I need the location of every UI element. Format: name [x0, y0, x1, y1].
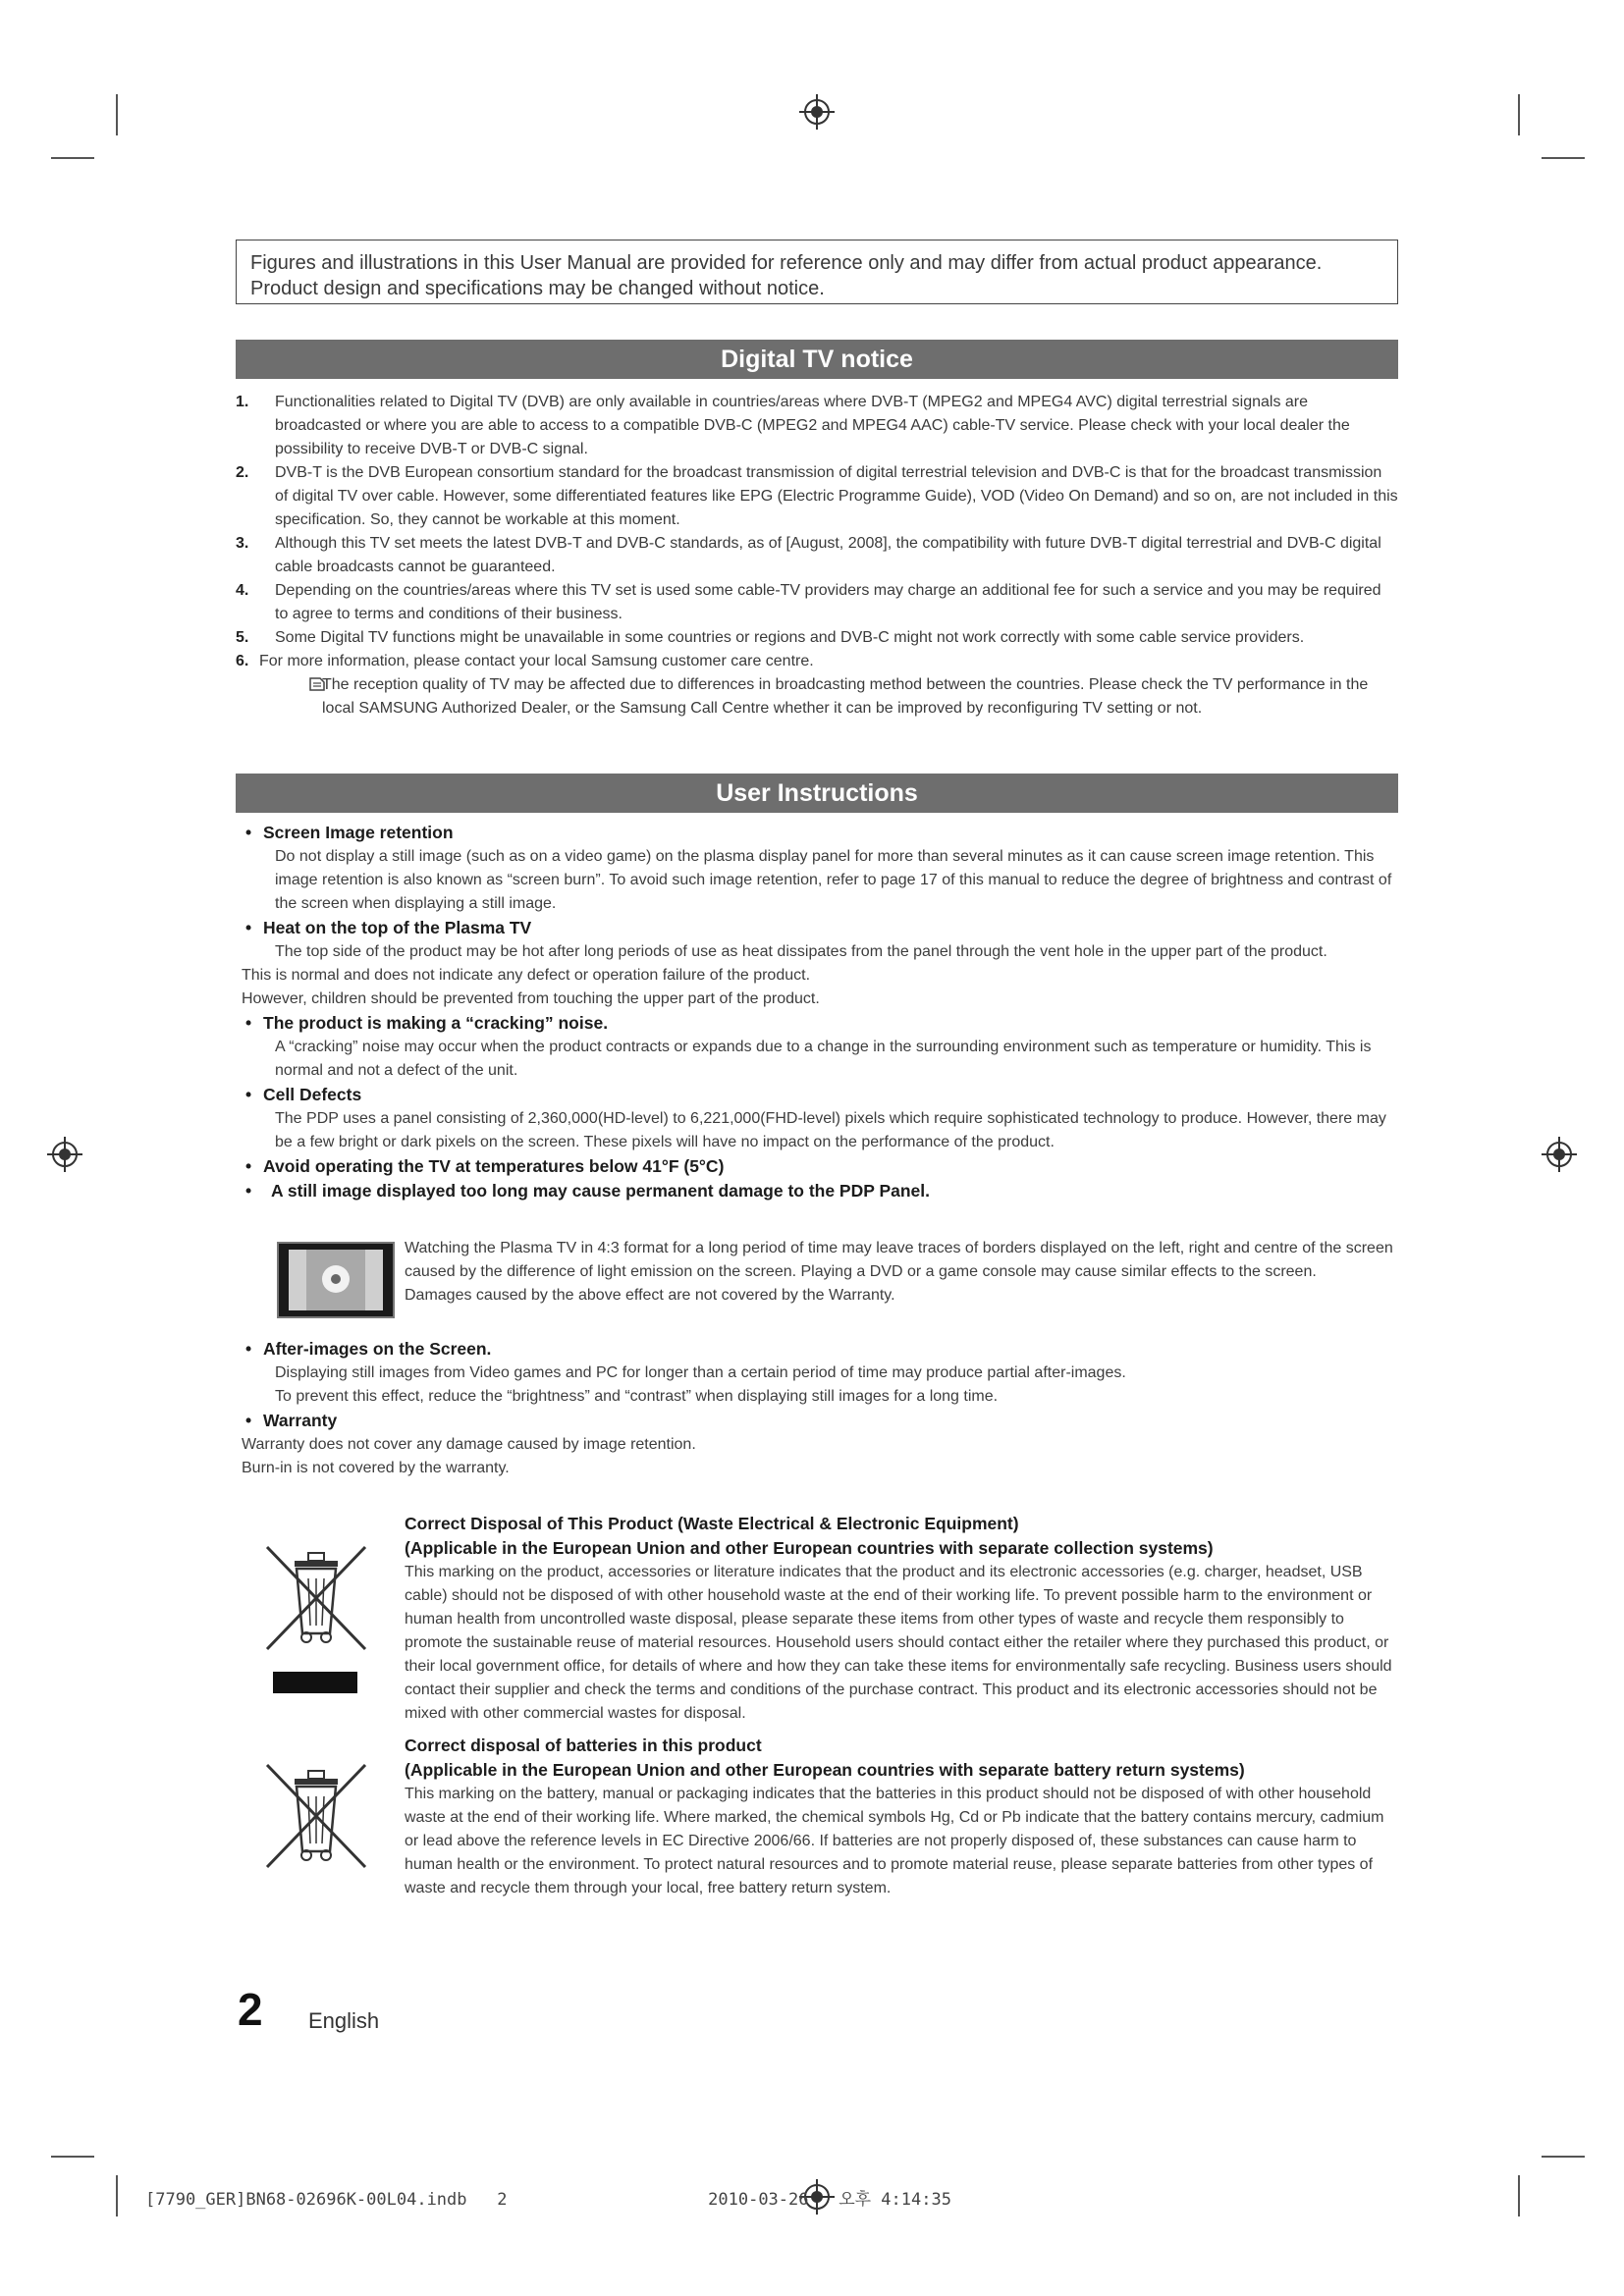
- list-item: 3. Although this TV set meets the latest DVB-T and DVB-C standards, as of [August, 2008], the compatibility with future DVB-T digital terrestrial and DVB-C digital cable broadcasts cannot be guaranteed.: [236, 535, 1381, 575]
- user-instructions-heading: User Instructions: [236, 774, 1398, 813]
- crop-mark-top-right-h: [1542, 157, 1585, 159]
- list-item: 1. Functionalities related to Digital TV (DVB) are only available in countries/areas where DVB-T (MPEG2 and MPEG4 AVC) digital terrestrial signals are broadcasted or where you are able to access to a compatible DVB-C (MPEG2 and MPEG4 AAC) cable-TV service. Please check with your local dealer the possibility to receive DVB-T or DVB-C signal.: [236, 394, 1350, 457]
- registration-mark-icon: [1542, 1137, 1577, 1172]
- list-item: 6. For more information, please contact your local Samsung customer care centre.: [236, 653, 814, 669]
- page-number: 2: [238, 1984, 263, 2035]
- weee-body: This marking on the product, accessories or literature indicates that the product and its electronic accessories (e.g. charger, headset, USB cable) should not be disposed of with other household waste at the end of their working life. To prevent possible harm to the environment or human health from uncontrolled waste disposal, please separate these items from other types of waste and recycle them responsibly to promote the sustainable reuse of material resources. Household users should contact either the retailer where they purchased this product, or their local government office, for details of where and how they can take these items for environmentally safe recycling. Business users should contact their supplier and check the terms and conditions of the purchase contract. This product and its electronic accessories should not be mixed with other commercial wastes for disposal.: [405, 1564, 1392, 1722]
- still-image-heading: • A still image displayed too long may cause permanent damage to the PDP Panel.: [242, 1179, 1400, 1203]
- after-images-section: [242, 1337, 1400, 1480]
- after-images-heading: • After-images on the Screen.: [242, 1337, 1400, 1362]
- disclaimer-box: [236, 240, 1398, 304]
- crop-mark-bottom-right: [1518, 2175, 1520, 2216]
- weee-heading-1: Correct Disposal of This Product (Waste Electrical & Electronic Equipment): [405, 1514, 1019, 1533]
- pdp-panel-illustration: [277, 1242, 395, 1318]
- list-item: 4. Depending on the countries/areas where this TV set is used some cable-TV providers may charge an additional fee for such a service and you may be required to agree to terms and conditions of their business.: [236, 582, 1381, 622]
- disclaimer-line-1: Figures and illustrations in this User Manual are provided for reference only and may differ from actual product appearance.: [250, 252, 1323, 274]
- registration-mark-icon: [799, 94, 835, 130]
- avoid-temperature-heading: • Avoid operating the TV at temperatures below 41°F (5°C): [242, 1154, 1400, 1179]
- note-item: [236, 673, 1398, 721]
- list-item: 2. DVB-T is the DVB European consortium standard for the broadcast transmission of digital terrestrial television and DVB-C is that for the broadcast transmission of digital TV over cable. However, some differentiated features like EPG (Electric Programme Guide), VOD (Video On Demand) and so on, are not included in this specification. So, they cannot be workable at this moment.: [236, 464, 1398, 528]
- screen-retention-heading: • Screen Image retention: [242, 821, 1400, 845]
- still-image-text: [405, 1237, 1398, 1308]
- registration-mark-icon: [47, 1137, 82, 1172]
- after-images-body-1: Displaying still images from Video games and PC for longer than a certain period of time may produce partial after-images.: [275, 1364, 1126, 1381]
- crop-mark-top-left-h: [51, 157, 94, 159]
- page-language: English: [308, 2008, 380, 2033]
- digital-tv-notice-heading: Digital TV notice: [236, 340, 1398, 379]
- cell-defects-heading: • Cell Defects: [242, 1083, 1400, 1107]
- reception-note: The reception quality of TV may be affected due to differences in broadcasting method between the countries. Please check the TV performance in the local SAMSUNG Authorized Dealer, or the Samsung Call Centre whether it can be improved by reconfiguring TV setting or not.: [236, 673, 1392, 721]
- crop-mark-bottom-left: [116, 2175, 118, 2216]
- battery-heading-1: Correct disposal of batteries in this product: [405, 1735, 762, 1755]
- heat-body: The top side of the product may be hot after long periods of use as heat dissipates from the panel through the vent hole in the upper part of the product.: [275, 943, 1327, 960]
- after-images-body-2: To prevent this effect, reduce the “brightness” and “contrast” when displaying still images for a long time.: [275, 1388, 999, 1405]
- battery-disposal-text: [405, 1734, 1398, 1900]
- weee-black-bar: [273, 1672, 357, 1693]
- cracking-body: A “cracking” noise may occur when the product contracts or expands due to a change in the surrounding environment such as temperature or humidity. This is normal and not a defect of the unit.: [275, 1039, 1372, 1079]
- panel-screen: [289, 1250, 383, 1310]
- crop-mark-top-left: [116, 94, 118, 135]
- crossed-out-bin-icon: [261, 1539, 371, 1655]
- crop-mark-top-right: [1518, 94, 1520, 135]
- screen-retention-body: Do not display a still image (such as on a video game) on the plasma display panel for more than several minutes as it can cause screen image retention. This image retention is also known as “screen burn”. To avoid such image retention, refer to page 17 of this manual to reduce the degree of brightness and contrast of the screen when displaying a still image.: [275, 848, 1392, 912]
- cracking-heading: • The product is making a “cracking” noise.: [242, 1011, 1400, 1036]
- heat-extra-2: However, children should be prevented from touching the upper part of the product.: [242, 990, 820, 1007]
- disclaimer-line-2: Product design and specifications may be changed without notice.: [250, 278, 825, 299]
- digital-tv-notice-list: [236, 391, 1398, 721]
- warranty-heading: • Warranty: [242, 1409, 1400, 1433]
- heat-heading: • Heat on the top of the Plasma TV: [242, 916, 1400, 940]
- heat-extra-1: This is normal and does not indicate any defect or operation failure of the product.: [242, 967, 811, 984]
- user-instructions-section: [242, 821, 1400, 1203]
- cell-defects-body: The PDP uses a panel consisting of 2,360,000(HD-level) to 6,221,000(FHD-level) pixels which require sophisticated technology to produce. However, there may be a few bright or dark pixels on the screen. These pixels will have no impact on the performance of the product.: [275, 1110, 1386, 1150]
- warranty-body-2: Burn-in is not covered by the warranty.: [242, 1460, 510, 1476]
- battery-body: This marking on the battery, manual or packaging indicates that the batteries in this product should not be disposed of with other household waste at the end of their working life. Where marked, the chemical symbols Hg, Cd or Pb indicate that the battery contains mercury, cadmium or lead above the reference levels in EC Directive 2006/66. If batteries are not properly disposed of, these substances can cause harm to human health or the environment. To protect natural resources and to promote material reuse, please separate batteries from other types of waste and recycle them through your local, free battery return system.: [405, 1786, 1384, 1896]
- note-icon: [308, 675, 326, 693]
- print-slug: [7790_GER]BN68-02696K-00L04.indb 2 2010-03-26 오후 4:14:35: [145, 2190, 951, 2210]
- weee-heading-2: (Applicable in the European Union and other European countries with separate collection systems): [405, 1538, 1214, 1558]
- crop-mark-bottom-left-h: [51, 2156, 94, 2158]
- still-image-body: Watching the Plasma TV in 4:3 format for a long period of time may leave traces of borders displayed on the left, right and centre of the screen caused by the difference of light emission on the screen. Playing a DVD or a game console may cause similar effects to the screen.: [405, 1240, 1393, 1280]
- still-image-extra: Damages caused by the above effect are not covered by the Warranty.: [405, 1287, 895, 1304]
- crossed-out-battery-bin-icon: [261, 1757, 371, 1873]
- list-item: 5. Some Digital TV functions might be unavailable in some countries or regions and DVB-C might not work correctly with some cable service providers.: [236, 629, 1305, 646]
- flower-image-icon: [289, 1250, 383, 1310]
- battery-heading-2: (Applicable in the European Union and other European countries with separate battery return systems): [405, 1760, 1245, 1780]
- warranty-body-1: Warranty does not cover any damage caused by image retention.: [242, 1436, 696, 1453]
- crop-mark-bottom-right-h: [1542, 2156, 1585, 2158]
- weee-disposal-text: [405, 1512, 1398, 1726]
